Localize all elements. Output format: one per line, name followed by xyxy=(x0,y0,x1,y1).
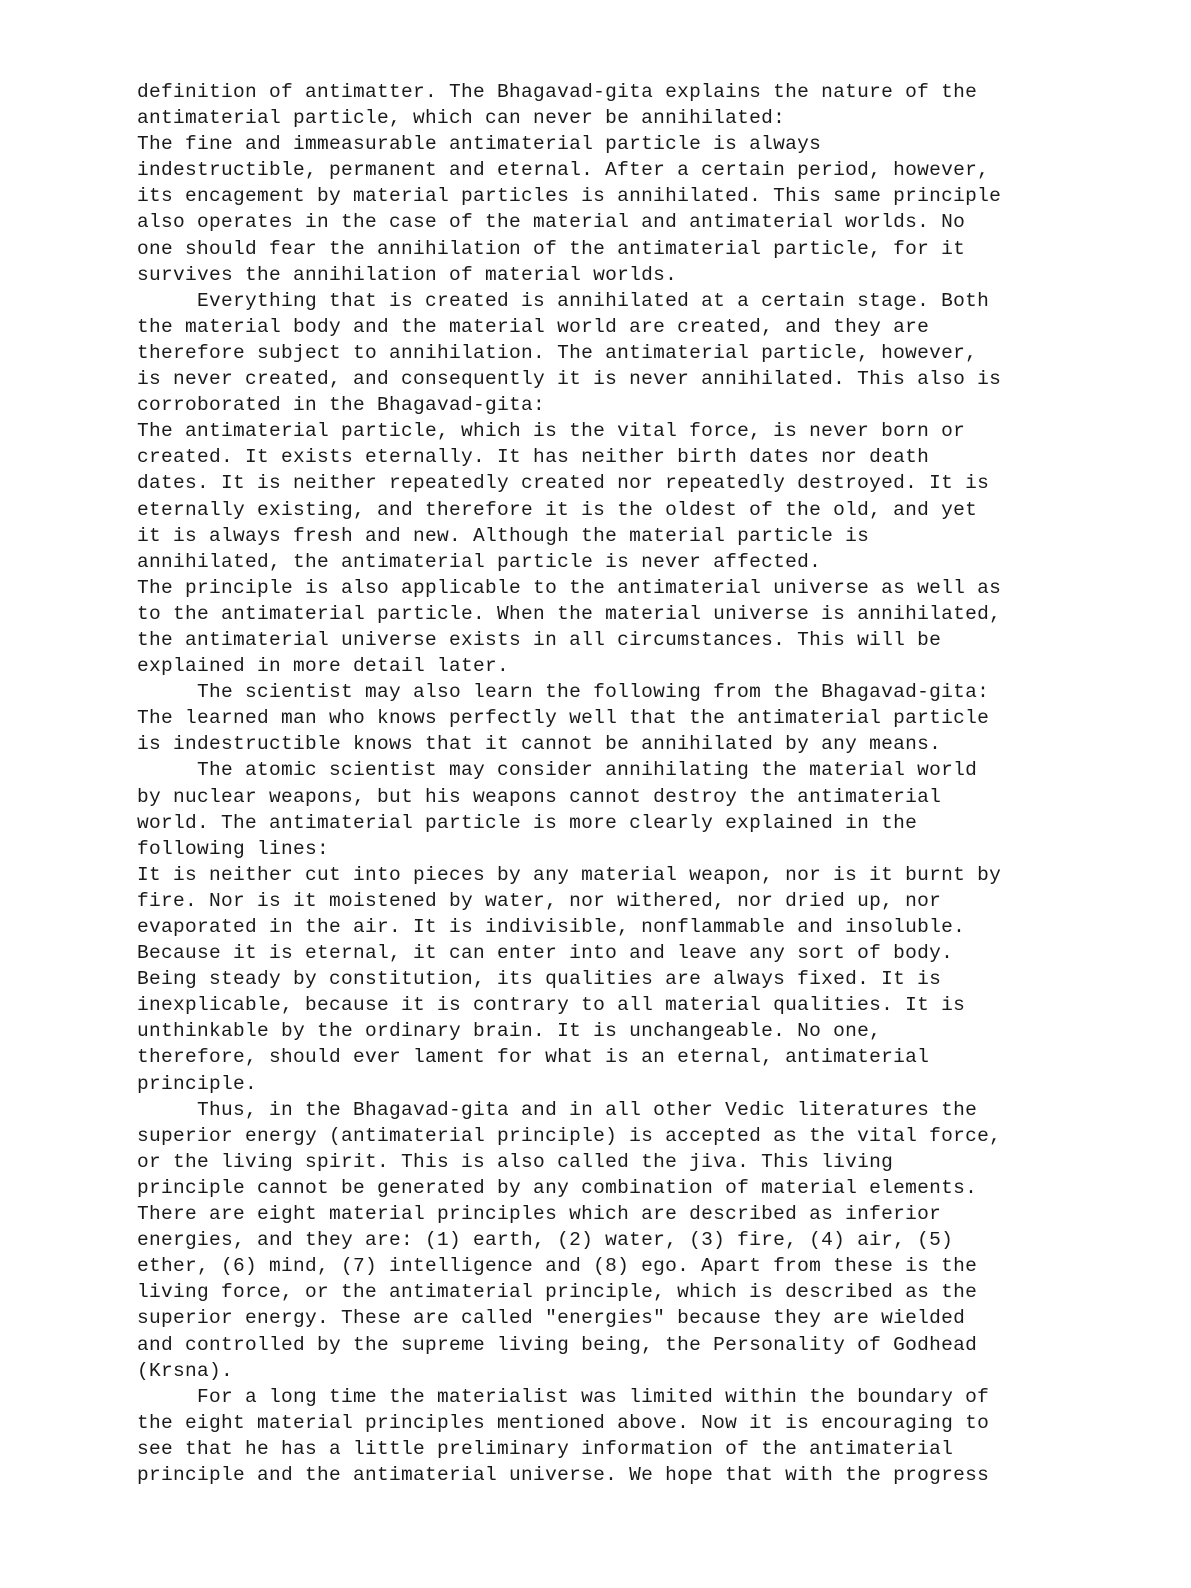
text-line: superior energy. These are called "energies" because they are wielded xyxy=(137,1307,966,1330)
text-line: The learned man who knows perfectly well that the antimaterial particle xyxy=(137,707,990,730)
text-line: evaporated in the air. It is indivisible, nonflammable and insoluble. xyxy=(137,916,966,938)
text-line: therefore subject to annihilation. The antimaterial particle, however, xyxy=(137,341,978,364)
text-line: it is always fresh and new. Although the material particle is xyxy=(137,524,870,547)
text-line: the material body and the material world are created, and they are xyxy=(137,315,930,338)
text-line: The scientist may also learn the following from the Bhagavad-gita: xyxy=(137,681,990,704)
text-line: Being steady by constitution, its qualities are always fixed. It is xyxy=(137,968,942,991)
text-line: following lines: xyxy=(137,837,330,860)
text-line: unthinkable by the ordinary brain. It is unchangeable. No one, xyxy=(137,1020,882,1043)
text-line: eternally existing, and therefore it is the oldest of the old, and yet xyxy=(137,498,978,521)
text-line: (Krsna). xyxy=(137,1359,234,1382)
text-line: also operates in the case of the material and antimaterial worlds. No xyxy=(137,211,966,234)
text-line: survives the annihilation of material worlds. xyxy=(137,263,678,286)
text-line: dates. It is neither repeatedly created nor repeatedly destroyed. It is xyxy=(137,472,990,495)
text-line: therefore, should ever lament for what is an eternal, antimaterial xyxy=(137,1046,930,1069)
text-line: Everything that is created is annihilated at a certain stage. Both xyxy=(137,289,990,312)
text-line: by nuclear weapons, but his weapons cannot destroy the antimaterial xyxy=(137,785,942,808)
text-line: principle and the antimaterial universe. We hope that with the progress xyxy=(137,1463,990,1486)
text-line: antimaterial particle, which can never be annihilated: xyxy=(137,107,786,130)
text-line: the antimaterial universe exists in all circumstances. This will be xyxy=(137,628,942,651)
text-line: one should fear the annihilation of the antimaterial particle, for it xyxy=(137,237,966,260)
text-line: Thus, in the Bhagavad-gita and in all other Vedic literatures the xyxy=(137,1098,978,1121)
text-line: see that he has a little preliminary information of the antimaterial xyxy=(137,1437,954,1460)
text-line: There are eight material principles which are described as inferior xyxy=(137,1203,942,1226)
text-line: The atomic scientist may consider annihilating the material world xyxy=(137,759,978,782)
text-line: ether, (6) mind, (7) intelligence and (8) ego. Apart from these is the xyxy=(137,1255,978,1278)
text-line: to the antimaterial particle. When the material universe is annihilated, xyxy=(137,602,1002,625)
text-line: is never created, and consequently it is never annihilated. This also is xyxy=(137,368,1002,391)
text-line: principle. xyxy=(137,1072,258,1095)
document-page xyxy=(137,79,1097,1514)
text-line: annihilated, the antimaterial particle is never affected. xyxy=(137,550,822,573)
text-line: The principle is also applicable to the antimaterial universe as well as xyxy=(137,576,1002,599)
text-line: or the living spirit. This is also called the jiva. This living xyxy=(137,1150,894,1173)
text-line: The fine and immeasurable antimaterial particle is always xyxy=(137,133,822,156)
text-line: The antimaterial particle, which is the vital force, is never born or xyxy=(137,420,966,443)
text-line: It is neither cut into pieces by any material weapon, nor is it burnt by xyxy=(137,863,1002,886)
text-line: principle cannot be generated by any combination of material elements. xyxy=(137,1176,978,1199)
text-line: is indestructible knows that it cannot be annihilated by any means. xyxy=(137,733,942,756)
text-line: indestructible, permanent and eternal. After a certain period, however, xyxy=(137,159,990,182)
text-line: definition of antimatter. The Bhagavad-gita explains the nature of the xyxy=(137,81,978,103)
text-line: inexplicable, because it is contrary to all material qualities. It is xyxy=(137,994,966,1017)
text-line: Because it is eternal, it can enter into and leave any sort of body. xyxy=(137,942,954,965)
text-line: corroborated in the Bhagavad-gita: xyxy=(137,394,546,417)
text-line: For a long time the materialist was limited within the boundary of xyxy=(137,1385,990,1408)
text-line xyxy=(137,1488,1097,1514)
text-line: explained in more detail later. xyxy=(137,655,510,678)
text-line: world. The antimaterial particle is more clearly explained in the xyxy=(137,811,918,834)
text-line: created. It exists eternally. It has neither birth dates nor death xyxy=(137,446,930,469)
text-line: energies, and they are: (1) earth, (2) water, (3) fire, (4) air, (5) xyxy=(137,1229,954,1252)
text-line: its encagement by material particles is annihilated. This same principle xyxy=(137,185,1002,208)
text-line: the eight material principles mentioned above. Now it is encouraging to xyxy=(137,1411,990,1434)
text-line: living force, or the antimaterial principle, which is described as the xyxy=(137,1281,978,1304)
text-line: fire. Nor is it moistened by water, nor withered, nor dried up, nor xyxy=(137,889,942,912)
text-line: and controlled by the supreme living being, the Personality of Godhead xyxy=(137,1333,978,1356)
text-line: superior energy (antimaterial principle) is accepted as the vital force, xyxy=(137,1124,1002,1147)
